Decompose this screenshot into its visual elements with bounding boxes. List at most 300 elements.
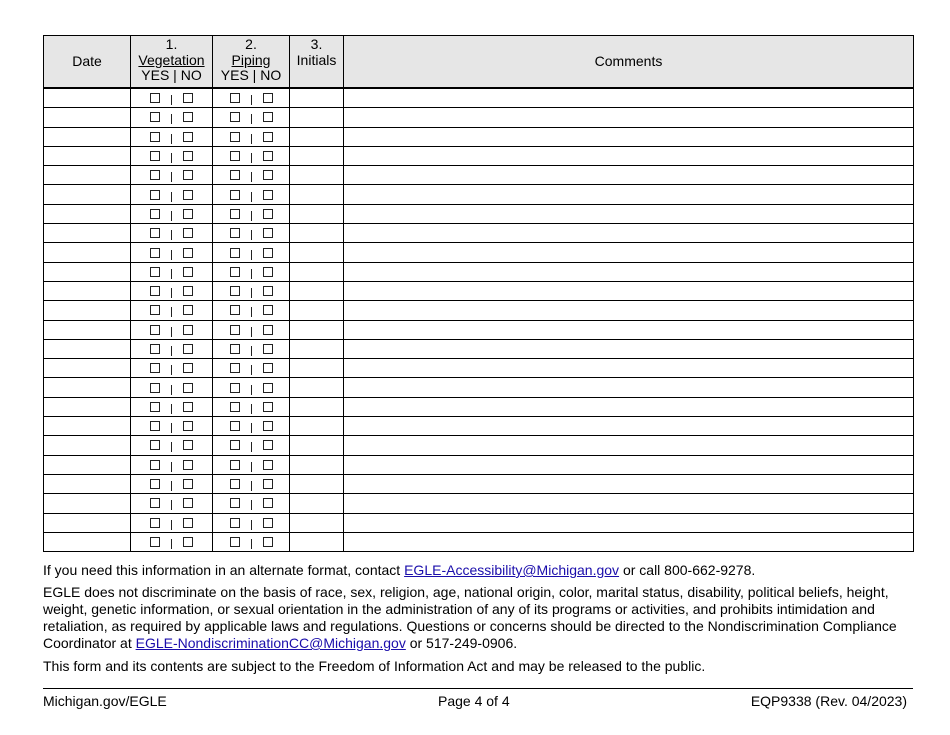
piping-cell xyxy=(213,494,290,513)
comments-cell[interactable] xyxy=(344,262,914,281)
piping-divider xyxy=(251,500,252,510)
piping-divider xyxy=(251,114,252,124)
piping-cell xyxy=(213,436,290,455)
comments-cell[interactable] xyxy=(344,243,914,262)
vegetation-divider xyxy=(171,327,172,337)
piping-divider xyxy=(251,192,252,202)
initials-cell[interactable] xyxy=(290,532,344,551)
vegetation-divider xyxy=(171,192,172,202)
table-row xyxy=(44,146,914,165)
piping-no-checkbox[interactable] xyxy=(263,325,273,335)
piping-yes-checkbox[interactable] xyxy=(230,190,240,200)
piping-no-checkbox[interactable] xyxy=(263,383,273,393)
piping-divider xyxy=(251,539,252,549)
piping-cell xyxy=(213,359,290,378)
date-cell[interactable] xyxy=(44,243,131,262)
piping-divider xyxy=(251,153,252,163)
vegetation-yes-checkbox[interactable] xyxy=(150,402,160,412)
comments-cell[interactable] xyxy=(344,204,914,223)
table-row xyxy=(44,224,914,243)
vegetation-cell xyxy=(131,513,213,532)
piping-no-checkbox[interactable] xyxy=(263,248,273,258)
piping-no-checkbox[interactable] xyxy=(263,170,273,180)
piping-divider xyxy=(251,288,252,298)
vegetation-no-checkbox[interactable] xyxy=(183,112,193,122)
table-row xyxy=(44,474,914,493)
vegetation-no-checkbox[interactable] xyxy=(183,228,193,238)
piping-cell xyxy=(213,339,290,358)
piping-no-checkbox[interactable] xyxy=(263,267,273,277)
date-cell[interactable] xyxy=(44,494,131,513)
piping-no-checkbox[interactable] xyxy=(263,305,273,315)
comments-cell[interactable] xyxy=(344,108,914,127)
date-cell[interactable] xyxy=(44,204,131,223)
vegetation-divider xyxy=(171,365,172,375)
table-row xyxy=(44,204,914,223)
date-cell[interactable] xyxy=(44,88,131,108)
vegetation-yes-checkbox[interactable] xyxy=(150,305,160,315)
table-row xyxy=(44,417,914,436)
comments-column-header: Comments xyxy=(344,36,914,89)
vegetation-divider xyxy=(171,442,172,452)
piping-no-checkbox[interactable] xyxy=(263,132,273,142)
vegetation-yes-checkbox[interactable] xyxy=(150,498,160,508)
piping-cell xyxy=(213,185,290,204)
piping-yes-checkbox[interactable] xyxy=(230,460,240,470)
initials-cell[interactable] xyxy=(290,397,344,416)
piping-divider xyxy=(251,462,252,472)
initials-cell[interactable] xyxy=(290,474,344,493)
comments-cell[interactable] xyxy=(344,474,914,493)
vegetation-cell xyxy=(131,436,213,455)
vegetation-divider xyxy=(171,346,172,356)
piping-no-checkbox[interactable] xyxy=(263,363,273,373)
date-cell[interactable] xyxy=(44,224,131,243)
vegetation-no-checkbox[interactable] xyxy=(183,402,193,412)
piping-divider xyxy=(251,230,252,240)
vegetation-no-checkbox[interactable] xyxy=(183,286,193,296)
vegetation-divider xyxy=(171,539,172,549)
initials-cell[interactable] xyxy=(290,494,344,513)
comments-cell[interactable] xyxy=(344,320,914,339)
date-cell[interactable] xyxy=(44,417,131,436)
vegetation-yes-checkbox[interactable] xyxy=(150,421,160,431)
date-column-header: Date xyxy=(44,36,131,89)
vegetation-number: 1. xyxy=(165,36,178,52)
piping-divider xyxy=(251,134,252,144)
piping-yes-checkbox[interactable] xyxy=(230,132,240,142)
piping-cell xyxy=(213,204,290,223)
comments-cell[interactable] xyxy=(344,185,914,204)
piping-no-checkbox[interactable] xyxy=(263,421,273,431)
vegetation-divider xyxy=(171,423,172,433)
piping-divider xyxy=(251,307,252,317)
vegetation-yes-checkbox[interactable] xyxy=(150,267,160,277)
vegetation-cell xyxy=(131,127,213,146)
vegetation-cell xyxy=(131,301,213,320)
vegetation-cell xyxy=(131,474,213,493)
initials-cell[interactable] xyxy=(290,339,344,358)
initials-cell[interactable] xyxy=(290,262,344,281)
date-cell[interactable] xyxy=(44,127,131,146)
piping-yes-checkbox[interactable] xyxy=(230,228,240,238)
date-cell[interactable] xyxy=(44,532,131,551)
comments-cell[interactable] xyxy=(344,378,914,397)
table-row xyxy=(44,301,914,320)
vegetation-no-checkbox[interactable] xyxy=(183,460,193,470)
comments-cell[interactable] xyxy=(344,494,914,513)
piping-cell xyxy=(213,262,290,281)
piping-divider xyxy=(251,346,252,356)
piping-yes-checkbox[interactable] xyxy=(230,402,240,412)
piping-no-checkbox[interactable] xyxy=(263,344,273,354)
initials-cell[interactable] xyxy=(290,281,344,300)
piping-divider xyxy=(251,404,252,414)
vegetation-no-checkbox[interactable] xyxy=(183,248,193,258)
vegetation-no-checkbox[interactable] xyxy=(183,209,193,219)
vegetation-divider xyxy=(171,500,172,510)
vegetation-cell xyxy=(131,320,213,339)
vegetation-no-checkbox[interactable] xyxy=(183,267,193,277)
vegetation-cell xyxy=(131,397,213,416)
vegetation-divider xyxy=(171,211,172,221)
piping-cell xyxy=(213,532,290,551)
vegetation-divider xyxy=(171,462,172,472)
table-row xyxy=(44,185,914,204)
vegetation-yes-checkbox[interactable] xyxy=(150,209,160,219)
vegetation-no-checkbox[interactable] xyxy=(183,537,193,547)
initials-cell[interactable] xyxy=(290,243,344,262)
vegetation-yes-checkbox[interactable] xyxy=(150,170,160,180)
initials-label: Initials xyxy=(296,51,337,68)
table-row xyxy=(44,262,914,281)
piping-yes-checkbox[interactable] xyxy=(230,305,240,315)
piping-cell xyxy=(213,166,290,185)
table-row xyxy=(44,127,914,146)
date-cell[interactable] xyxy=(44,281,131,300)
initials-cell[interactable] xyxy=(290,513,344,532)
comments-cell[interactable] xyxy=(344,281,914,300)
vegetation-divider xyxy=(171,230,172,240)
piping-no-checkbox[interactable] xyxy=(263,518,273,528)
date-cell[interactable] xyxy=(44,359,131,378)
vegetation-no-checkbox[interactable] xyxy=(183,498,193,508)
piping-yes-checkbox[interactable] xyxy=(230,479,240,489)
vegetation-yes-checkbox[interactable] xyxy=(150,151,160,161)
date-cell[interactable] xyxy=(44,378,131,397)
vegetation-no-checkbox[interactable] xyxy=(183,440,193,450)
piping-no-checkbox[interactable] xyxy=(263,402,273,412)
date-cell[interactable] xyxy=(44,262,131,281)
vegetation-no-checkbox[interactable] xyxy=(183,363,193,373)
piping-yes-checkbox[interactable] xyxy=(230,363,240,373)
vegetation-cell xyxy=(131,281,213,300)
piping-cell xyxy=(213,378,290,397)
initials-cell[interactable] xyxy=(290,301,344,320)
vegetation-divider xyxy=(171,520,172,530)
piping-no-checkbox[interactable] xyxy=(263,479,273,489)
date-cell[interactable] xyxy=(44,436,131,455)
piping-cell xyxy=(213,146,290,165)
vegetation-cell xyxy=(131,108,213,127)
vegetation-yes-checkbox[interactable] xyxy=(150,228,160,238)
table-row xyxy=(44,378,914,397)
vegetation-yes-checkbox[interactable] xyxy=(150,460,160,470)
vegetation-divider xyxy=(171,250,172,260)
comments-cell[interactable] xyxy=(344,127,914,146)
vegetation-no-checkbox[interactable] xyxy=(183,383,193,393)
table-row xyxy=(44,436,914,455)
vegetation-yes-checkbox[interactable] xyxy=(150,286,160,296)
comments-cell[interactable] xyxy=(344,532,914,551)
initials-cell[interactable] xyxy=(290,204,344,223)
piping-no-checkbox[interactable] xyxy=(263,112,273,122)
date-cell[interactable] xyxy=(44,320,131,339)
initials-cell[interactable] xyxy=(290,224,344,243)
vegetation-divider xyxy=(171,385,172,395)
vegetation-yes-checkbox[interactable] xyxy=(150,344,160,354)
initials-cell[interactable] xyxy=(290,417,344,436)
initials-cell[interactable] xyxy=(290,185,344,204)
initials-column-header xyxy=(290,36,344,89)
vegetation-divider xyxy=(171,172,172,182)
table-row xyxy=(44,108,914,127)
date-cell[interactable] xyxy=(44,513,131,532)
vegetation-cell xyxy=(131,417,213,436)
table-row xyxy=(44,359,914,378)
piping-divider xyxy=(251,481,252,491)
table-row xyxy=(44,243,914,262)
date-cell[interactable] xyxy=(44,397,131,416)
vegetation-cell xyxy=(131,339,213,358)
initials-cell[interactable] xyxy=(290,378,344,397)
comments-cell[interactable] xyxy=(344,436,914,455)
comments-cell[interactable] xyxy=(344,339,914,358)
piping-divider xyxy=(251,520,252,530)
table-row xyxy=(44,494,914,513)
table-row xyxy=(44,281,914,300)
piping-yes-checkbox[interactable] xyxy=(230,151,240,161)
comments-cell[interactable] xyxy=(344,513,914,532)
inspection-log-table xyxy=(43,35,914,552)
date-cell[interactable] xyxy=(44,301,131,320)
piping-yes-checkbox[interactable] xyxy=(230,93,240,103)
date-cell[interactable] xyxy=(44,474,131,493)
table-row xyxy=(44,339,914,358)
initials-cell[interactable] xyxy=(290,146,344,165)
piping-options: YES | NO xyxy=(220,67,282,83)
vegetation-yes-checkbox[interactable] xyxy=(150,248,160,258)
vegetation-cell xyxy=(131,185,213,204)
table-header-row xyxy=(44,36,914,89)
piping-yes-checkbox[interactable] xyxy=(230,170,240,180)
date-cell[interactable] xyxy=(44,185,131,204)
initials-cell[interactable] xyxy=(290,166,344,185)
piping-cell xyxy=(213,320,290,339)
initials-cell[interactable] xyxy=(290,455,344,474)
alternate-format-notice: If you need this information in an alternate format, contact EGLE-Accessibility@Michigan.gov or call 800-662-9278. xyxy=(43,562,756,578)
piping-cell xyxy=(213,127,290,146)
piping-no-checkbox[interactable] xyxy=(263,537,273,547)
piping-no-checkbox[interactable] xyxy=(263,460,273,470)
vegetation-column-header xyxy=(131,36,213,89)
vegetation-divider xyxy=(171,95,172,105)
piping-yes-checkbox[interactable] xyxy=(230,537,240,547)
accessibility-email-link[interactable]: EGLE-Accessibility@Michigan.gov xyxy=(404,562,620,578)
piping-yes-checkbox[interactable] xyxy=(230,112,240,122)
foia-notice: This form and its contents are subject to the Freedom of Information Act and may be released to the public. xyxy=(43,658,706,674)
piping-cell xyxy=(213,301,290,320)
vegetation-cell xyxy=(131,243,213,262)
piping-yes-checkbox[interactable] xyxy=(230,498,240,508)
piping-no-checkbox[interactable] xyxy=(263,190,273,200)
piping-cell xyxy=(213,108,290,127)
piping-number: 2. xyxy=(245,36,257,52)
vegetation-yes-checkbox[interactable] xyxy=(150,518,160,528)
piping-cell xyxy=(213,243,290,262)
comments-cell[interactable] xyxy=(344,166,914,185)
vegetation-divider xyxy=(171,481,172,491)
piping-yes-checkbox[interactable] xyxy=(230,209,240,219)
comments-cell[interactable] xyxy=(344,224,914,243)
vegetation-yes-checkbox[interactable] xyxy=(150,537,160,547)
vegetation-no-checkbox[interactable] xyxy=(183,132,193,142)
vegetation-no-checkbox[interactable] xyxy=(183,325,193,335)
piping-yes-checkbox[interactable] xyxy=(230,383,240,393)
piping-cell xyxy=(213,455,290,474)
vegetation-no-checkbox[interactable] xyxy=(183,479,193,489)
piping-cell xyxy=(213,513,290,532)
vegetation-yes-checkbox[interactable] xyxy=(150,112,160,122)
piping-yes-checkbox[interactable] xyxy=(230,267,240,277)
nondiscrimination-email-link[interactable]: EGLE-NondiscriminationCC@Michigan.gov xyxy=(135,635,406,651)
piping-divider xyxy=(251,250,252,260)
table-row xyxy=(44,532,914,551)
vegetation-yes-checkbox[interactable] xyxy=(150,363,160,373)
piping-divider xyxy=(251,95,252,105)
vegetation-no-checkbox[interactable] xyxy=(183,170,193,180)
piping-yes-checkbox[interactable] xyxy=(230,248,240,258)
comments-cell[interactable] xyxy=(344,88,914,108)
vegetation-divider xyxy=(171,134,172,144)
footer-divider xyxy=(43,688,913,689)
table-row xyxy=(44,455,914,474)
date-cell[interactable] xyxy=(44,455,131,474)
piping-yes-checkbox[interactable] xyxy=(230,286,240,296)
piping-no-checkbox[interactable] xyxy=(263,228,273,238)
piping-no-checkbox[interactable] xyxy=(263,286,273,296)
vegetation-no-checkbox[interactable] xyxy=(183,344,193,354)
date-cell[interactable] xyxy=(44,166,131,185)
vegetation-cell xyxy=(131,224,213,243)
table-row xyxy=(44,397,914,416)
table-row xyxy=(44,88,914,108)
initials-cell[interactable] xyxy=(290,127,344,146)
vegetation-yes-checkbox[interactable] xyxy=(150,479,160,489)
vegetation-divider xyxy=(171,404,172,414)
piping-divider xyxy=(251,442,252,452)
vegetation-divider xyxy=(171,153,172,163)
piping-cell xyxy=(213,474,290,493)
initials-cell[interactable] xyxy=(290,359,344,378)
date-cell[interactable] xyxy=(44,108,131,127)
vegetation-cell xyxy=(131,88,213,108)
piping-yes-checkbox[interactable] xyxy=(230,421,240,431)
initials-cell[interactable] xyxy=(290,436,344,455)
piping-yes-checkbox[interactable] xyxy=(230,325,240,335)
nondiscrimination-notice: EGLE does not discriminate on the basis of race, sex, religion, age, national origin, color, marital status, disability, political beliefs, height, weight, genetic information, or sexual orientation in the administration of any of its programs or activities, and prohibits intimidation and retaliation, as required by applicable laws and regulations. Questions or concerns should be directed to the Nondiscrimination Compliance Coordinator at EGLE-NondiscriminationCC@Michigan.gov or 517-249-0906. xyxy=(43,584,897,651)
piping-cell xyxy=(213,224,290,243)
vegetation-options: YES | NO xyxy=(141,67,202,83)
piping-divider xyxy=(251,423,252,433)
vegetation-no-checkbox[interactable] xyxy=(183,93,193,103)
footer-form-number: EQP9338 (Rev. 04/2023) xyxy=(750,693,907,709)
table-row xyxy=(44,166,914,185)
vegetation-no-checkbox[interactable] xyxy=(183,151,193,161)
date-cell[interactable] xyxy=(44,339,131,358)
piping-yes-checkbox[interactable] xyxy=(230,344,240,354)
vegetation-yes-checkbox[interactable] xyxy=(150,383,160,393)
piping-label: Piping xyxy=(231,51,271,68)
vegetation-no-checkbox[interactable] xyxy=(183,518,193,528)
comments-cell[interactable] xyxy=(344,455,914,474)
piping-no-checkbox[interactable] xyxy=(263,440,273,450)
piping-yes-checkbox[interactable] xyxy=(230,518,240,528)
piping-no-checkbox[interactable] xyxy=(263,93,273,103)
comments-cell[interactable] xyxy=(344,301,914,320)
piping-divider xyxy=(251,365,252,375)
piping-divider xyxy=(251,269,252,279)
comments-cell[interactable] xyxy=(344,146,914,165)
vegetation-cell xyxy=(131,494,213,513)
footer-page-number: Page 4 of 4 xyxy=(438,693,510,709)
vegetation-yes-checkbox[interactable] xyxy=(150,325,160,335)
vegetation-cell xyxy=(131,146,213,165)
comments-cell[interactable] xyxy=(344,397,914,416)
vegetation-yes-checkbox[interactable] xyxy=(150,190,160,200)
comments-cell[interactable] xyxy=(344,359,914,378)
piping-divider xyxy=(251,172,252,182)
table-row xyxy=(44,513,914,532)
piping-no-checkbox[interactable] xyxy=(263,209,273,219)
vegetation-no-checkbox[interactable] xyxy=(183,421,193,431)
piping-no-checkbox[interactable] xyxy=(263,498,273,508)
initials-cell[interactable] xyxy=(290,320,344,339)
piping-column-header xyxy=(213,36,290,89)
initials-number: 3. xyxy=(310,36,323,52)
date-cell[interactable] xyxy=(44,146,131,165)
initials-cell[interactable] xyxy=(290,108,344,127)
initials-cell[interactable] xyxy=(290,88,344,108)
comments-cell[interactable] xyxy=(344,417,914,436)
piping-divider xyxy=(251,327,252,337)
vegetation-label: Vegetation xyxy=(138,51,205,68)
vegetation-cell xyxy=(131,262,213,281)
vegetation-cell xyxy=(131,532,213,551)
vegetation-no-checkbox[interactable] xyxy=(183,305,193,315)
vegetation-divider xyxy=(171,307,172,317)
vegetation-yes-checkbox[interactable] xyxy=(150,132,160,142)
piping-cell xyxy=(213,397,290,416)
piping-cell xyxy=(213,417,290,436)
piping-yes-checkbox[interactable] xyxy=(230,440,240,450)
vegetation-cell xyxy=(131,455,213,474)
vegetation-no-checkbox[interactable] xyxy=(183,190,193,200)
footer-website: Michigan.gov/EGLE xyxy=(43,693,167,709)
vegetation-yes-checkbox[interactable] xyxy=(150,93,160,103)
piping-no-checkbox[interactable] xyxy=(263,151,273,161)
vegetation-yes-checkbox[interactable] xyxy=(150,440,160,450)
